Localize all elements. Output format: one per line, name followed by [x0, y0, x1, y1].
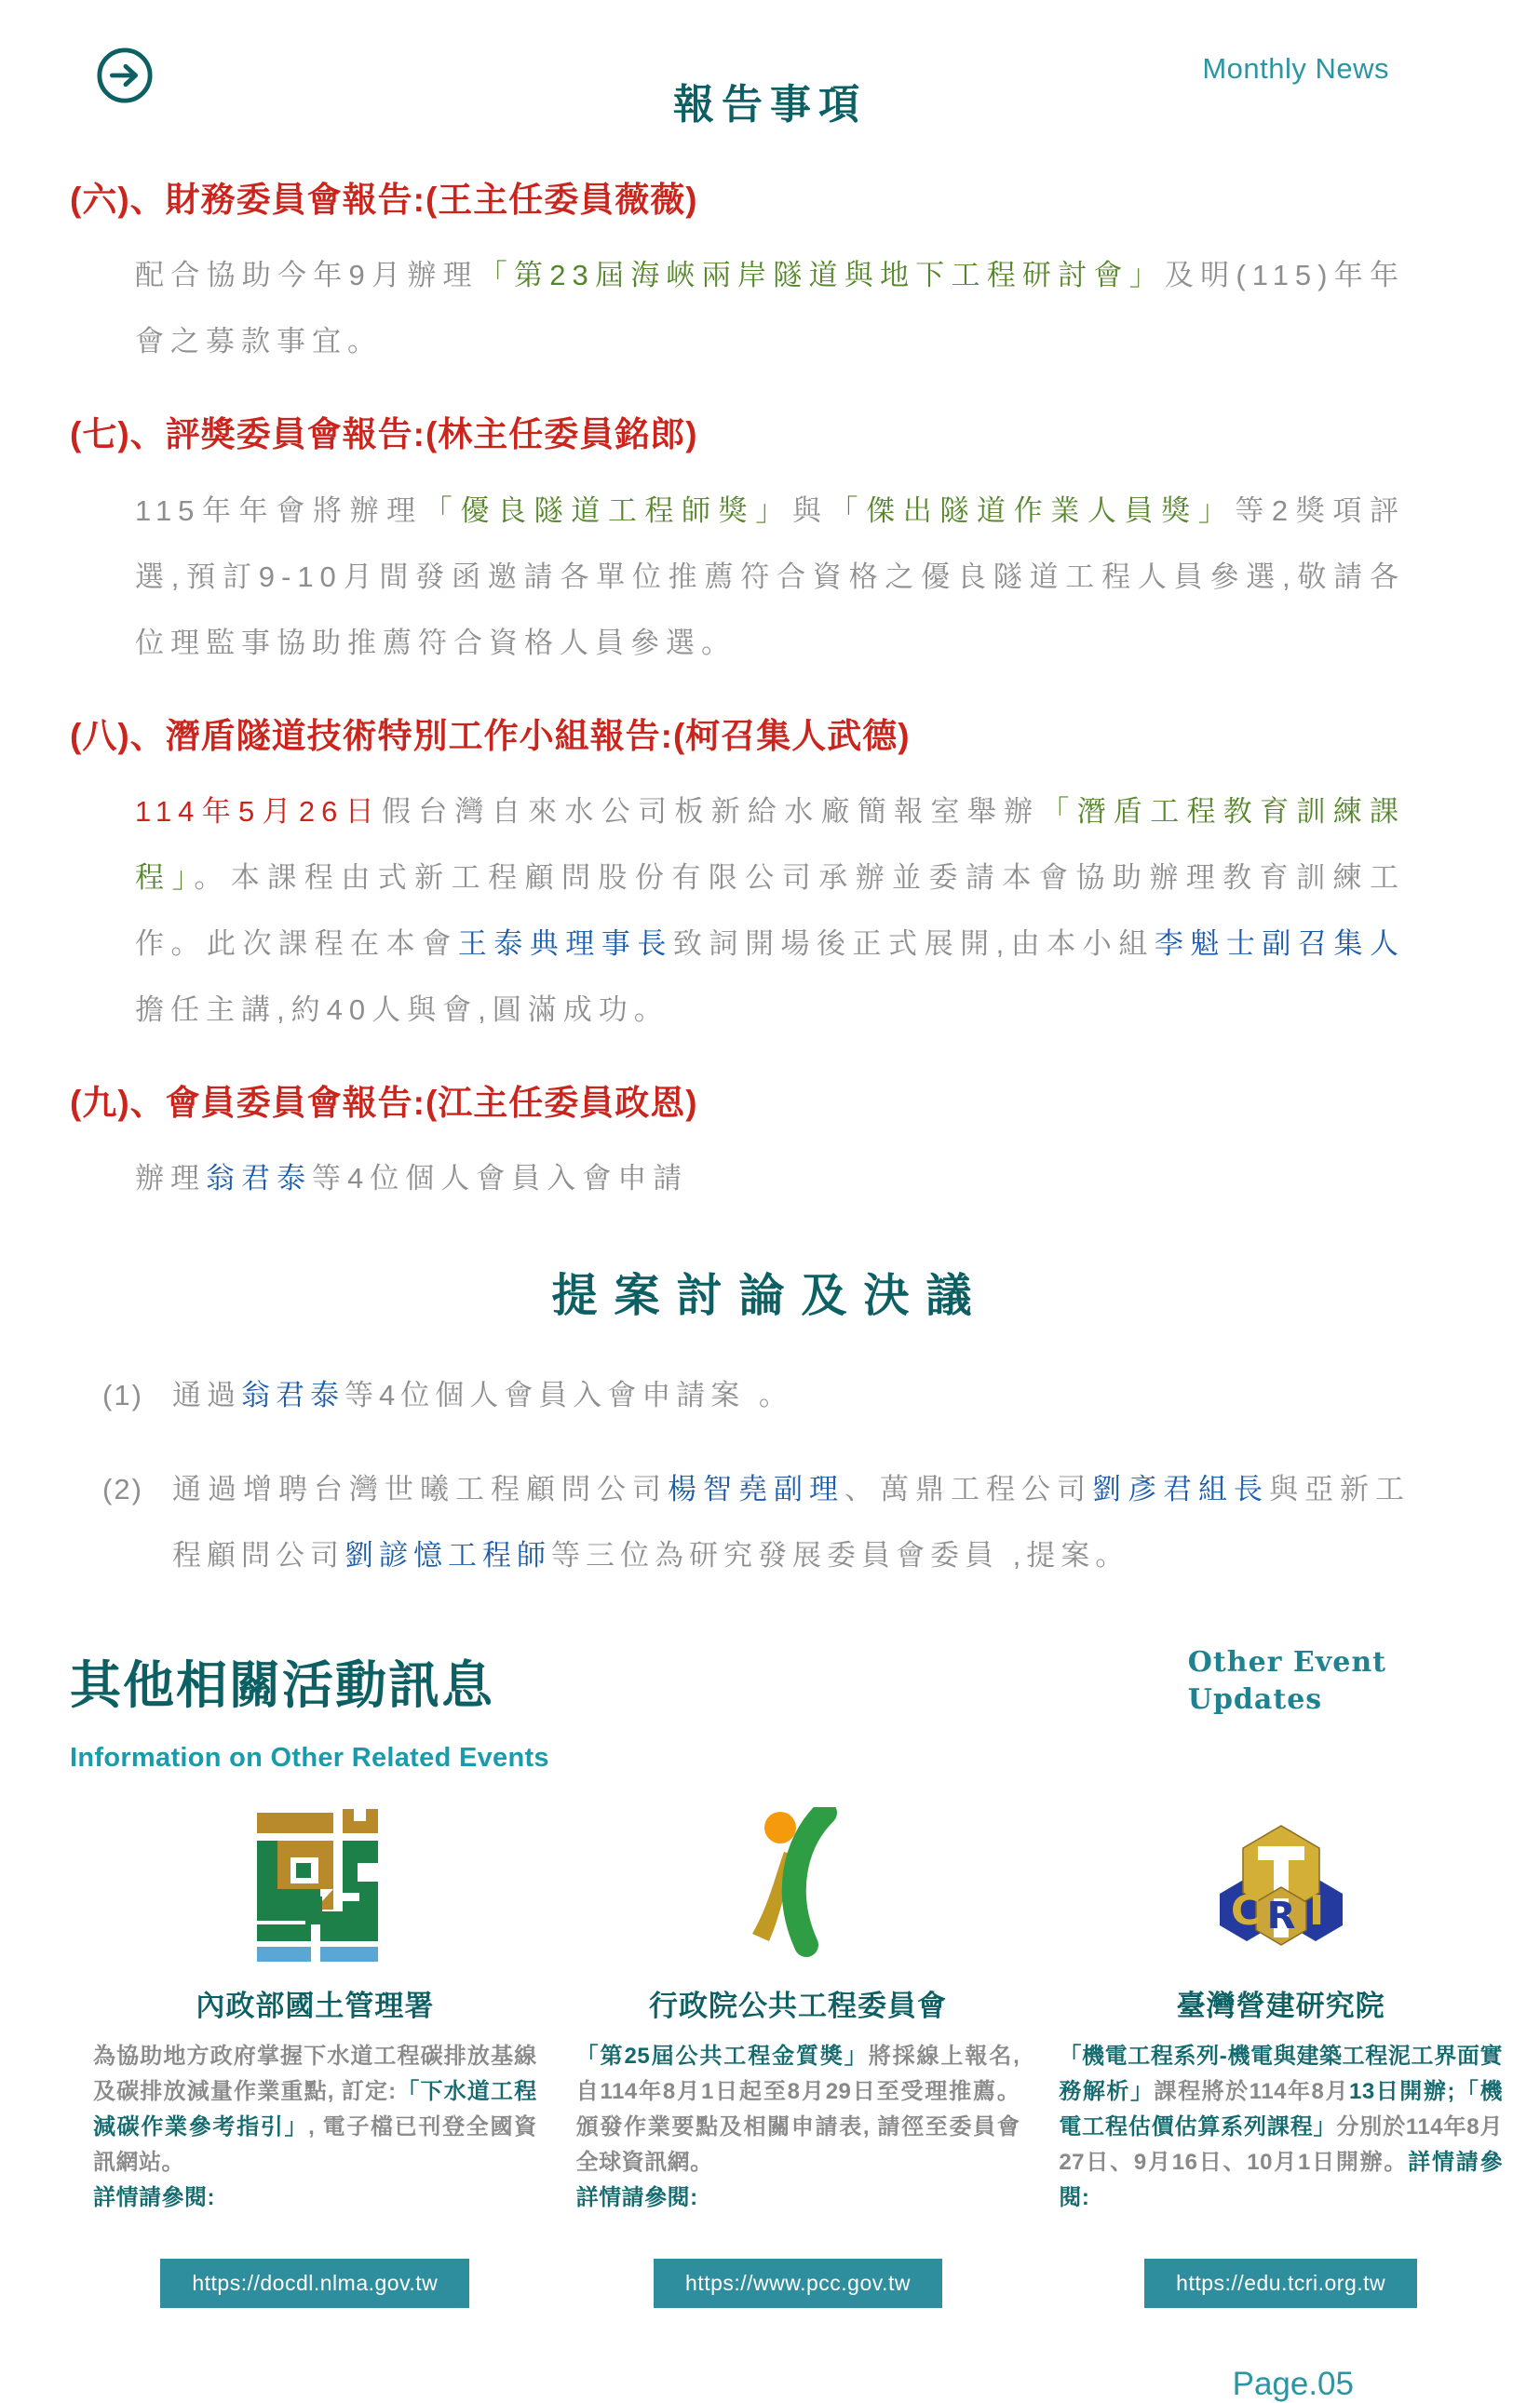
section-paragraph: 115年年會將辦理「優良隧道工程師獎」與「傑出隧道作業人員獎」等2獎項評選,預訂9-10月間發函邀請各單位推薦符合資格之優良隧道工程人員參選,敬請各位理監事協助推薦符合資格人員參選。 [135, 493, 1406, 659]
proposals-title: 提案討論及決議 [551, 1271, 989, 1321]
proposal-item [102, 1362, 1410, 1428]
section-heading: (六)、財務委員會報告:(王主任委員薇薇) [70, 181, 698, 219]
section-shield-tunnel [70, 715, 1405, 1043]
page-number: Page.05 [1232, 2366, 1354, 2402]
event-description: 「機電工程系列-機電與建築工程泥工界面實務解析」課程將於114年8月13日開辦;「機電工程估價估算系列課程」分別於114年8月27日、9月16日、10月1日開辦。詳情請參閱: [1059, 2044, 1503, 2210]
event-url-button[interactable]: https://docdl.nlma.gov.tw [160, 2259, 469, 2308]
other-events-title-en-line2: Updates [1187, 1683, 1323, 1716]
section-finance [70, 179, 1405, 374]
event-column-pcc [576, 1805, 1020, 2308]
section-paragraph: 114年5月26日假台灣自來水公司板新給水廠簡報室舉辦「潛盾工程教育訓練課程」。本課程由式新工程顧問股份有限公司承辦並委請本會協助辦理教育訓練工作。此次課程在本會王泰典理事長致詞開場後正式展開,由本小組李魁士副召集人擔任主講,約40人與會,圓滿成功。 [135, 794, 1406, 1026]
event-url-button[interactable]: https://edu.tcri.org.tw [1144, 2259, 1417, 2308]
other-events-title-en [1188, 1644, 1386, 1719]
nlma-logo [93, 1805, 537, 1964]
svg-text:I: I [1308, 1887, 1324, 1935]
org-name: 臺灣營建研究院 [1176, 1990, 1385, 2022]
svg-text:R: R [1266, 1895, 1296, 1937]
event-description: 「第25屆公共工程金質獎」將採線上報名, 自114年8月1日起至8月29日至受理推薦。頒發作業要點及相關申請表, 請徑至委員會全球資訊網。 詳情請參閱: [575, 2044, 1020, 2210]
org-name: 內政部國土管理署 [196, 1990, 435, 2022]
event-column-tcri [1059, 1805, 1503, 2308]
section-awards [70, 413, 1405, 675]
proposal-item [102, 1456, 1410, 1588]
org-name: 行政院公共工程委員會 [648, 1990, 947, 2022]
section-membership [70, 1082, 1405, 1211]
event-url-button[interactable]: https://www.pcc.gov.tw [654, 2259, 942, 2308]
proposal-text: 通過增聘台灣世曦工程顧問公司楊智堯副理、萬鼎工程公司劉彥君組長與亞新工程顧問公司劉諺憶工程師等三位為研究發展委員會委員 ,提案。 [172, 1473, 1410, 1572]
event-columns [0, 1774, 1540, 2308]
page-header [0, 0, 1540, 140]
other-events-subtitle: Information on Other Related Events [70, 1743, 549, 1773]
proposal-number: (1) [102, 1379, 143, 1411]
other-events-header [0, 1616, 1540, 1719]
report-sections [0, 179, 1540, 1211]
section-paragraph: 配合協助今年9月辦理「第23屆海峽兩岸隧道與地下工程研討會」及明(115)年年會之募款事宜。 [135, 259, 1405, 358]
event-description: 為協助地方政府掌握下水道工程碳排放基線及碳排放減量作業重點, 訂定:「下水道工程減碳作業參考指引」, 電子檔已刊登全國資訊網站。 詳情請參閱: [93, 2044, 537, 2210]
proposal-number: (2) [102, 1473, 143, 1505]
tcri-logo [1059, 1805, 1503, 1964]
page-title: 報告事項 [673, 82, 867, 128]
svg-text:C: C [1230, 1887, 1261, 1935]
proposal-text: 通過翁君泰等4位個人會員入會申請案 。 [172, 1379, 793, 1411]
brand-label: Monthly News [1202, 52, 1389, 85]
pcc-logo [576, 1805, 1020, 1964]
section-heading: (七)、評獎委員會報告:(林主任委員銘郎) [70, 415, 698, 454]
event-column-nlma [93, 1805, 537, 2308]
section-heading: (八)、潛盾隧道技術特別工作小組報告:(柯召集人武德) [70, 716, 911, 755]
section-heading: (九)、會員委員會報告:(江主任委員政恩) [70, 1083, 698, 1122]
section-paragraph: 辦理翁君泰等4位個人會員入會申請 [135, 1162, 689, 1195]
proposal-list [0, 1362, 1540, 1588]
other-events-title-en-line1: Other Event [1187, 1646, 1386, 1679]
other-events-title-cn: 其他相關活動訊息 [70, 1656, 495, 1714]
